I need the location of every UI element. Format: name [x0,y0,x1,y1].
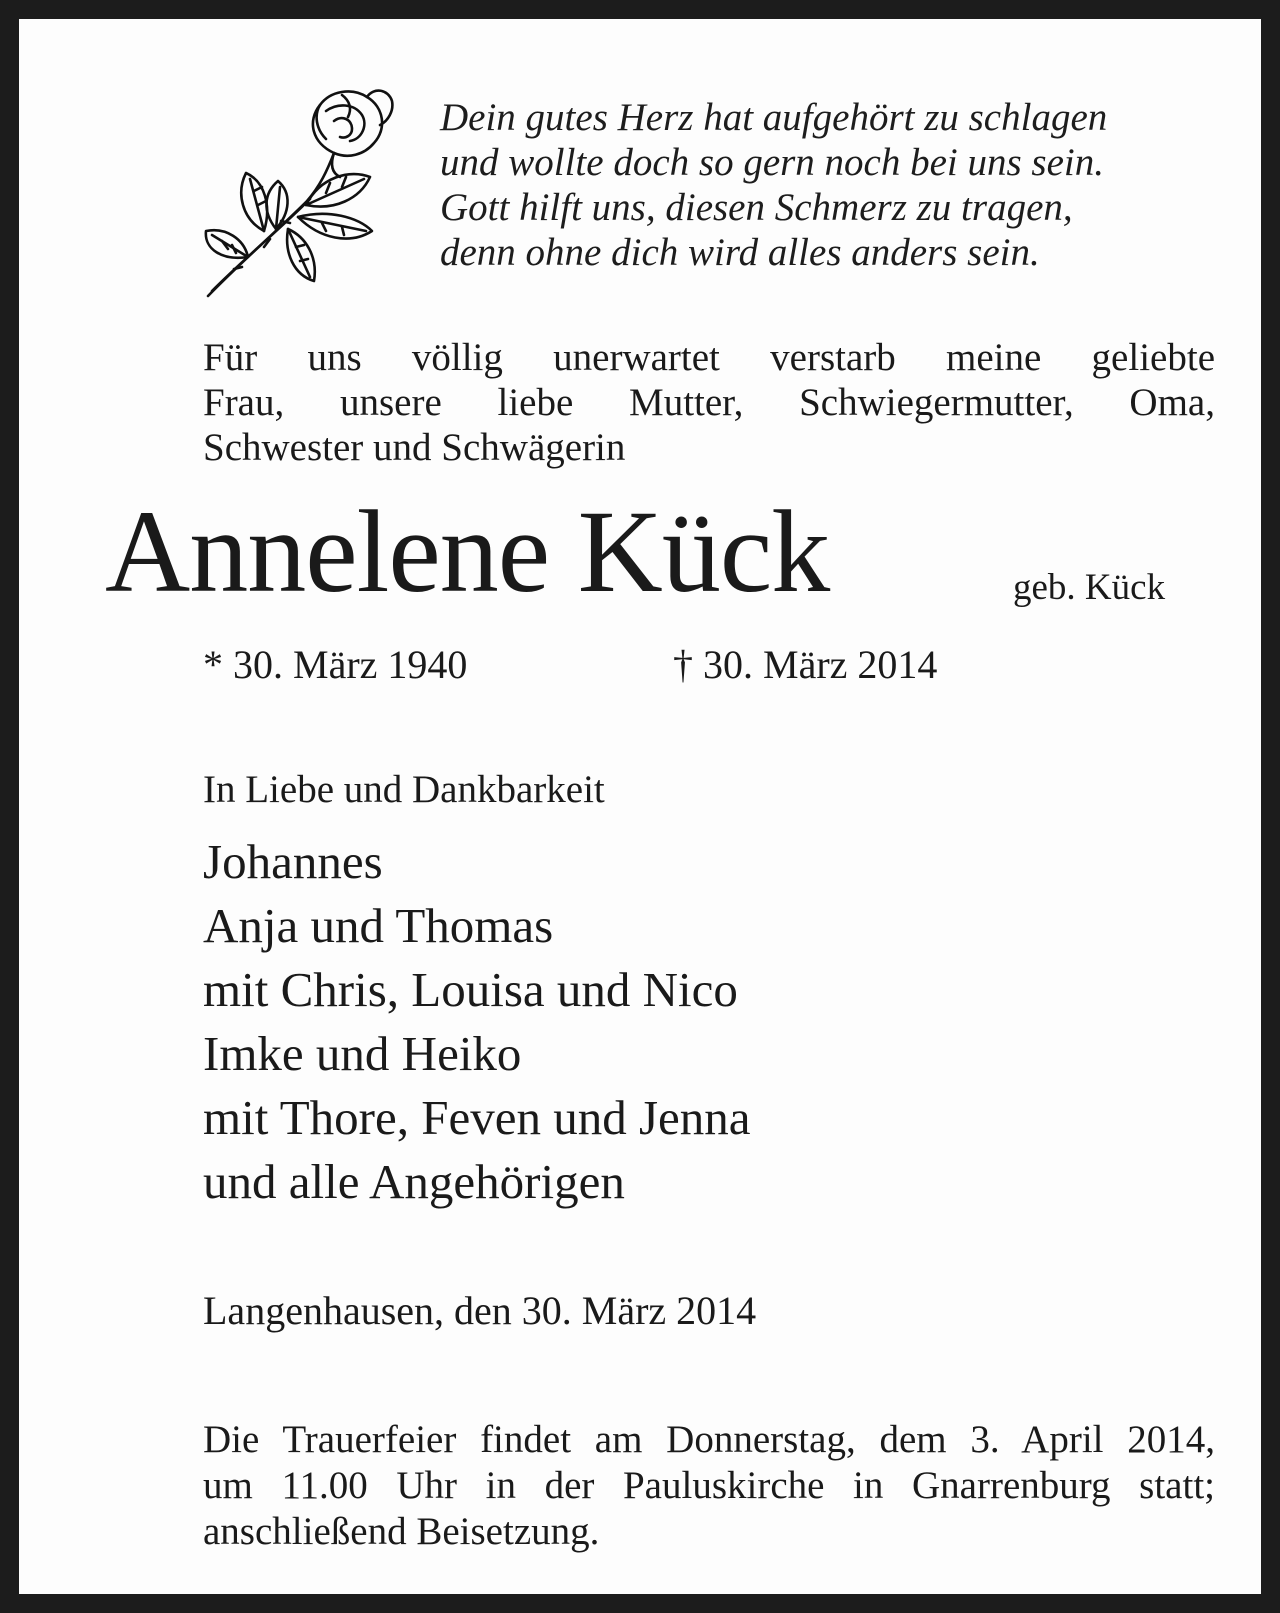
intro-line: Schwester und Schwägerin [203,426,626,469]
family-member: Anja und Thomas [203,898,554,953]
maiden-name: geb. Kück [1013,567,1166,608]
family-member: mit Chris, Louisa und Nico [203,962,738,1017]
family-list [203,830,751,1214]
service-line: anschließend Beisetzung. [203,1510,600,1553]
family-member: mit Thore, Feven und Jenna [203,1090,751,1145]
rose-icon [202,81,412,301]
death-date: † 30. März 2014 [673,642,938,687]
place-date: Langenhausen, den 30. März 2014 [203,1288,757,1333]
poem-line: und wollte doch so gern noch bei uns sein. [440,141,1105,184]
poem-line: Dein gutes Herz hat aufgehört zu schlagen [440,96,1108,139]
poem-line: denn ohne dich wird alles anders sein. [440,231,1040,274]
family-member: Imke und Heiko [203,1026,522,1081]
service-line: Die Trauerfeier findet am Donnerstag, dem 3. April 2014, [203,1418,1215,1461]
service-line: um 11.00 Uhr in der Pauluskirche in Gnarrenburg statt; [203,1464,1215,1507]
birth-date: * 30. März 1940 [203,642,468,687]
poem [440,95,1220,275]
poem-line: Gott hilft uns, diesen Schmerz zu tragen, [440,186,1073,229]
intro-line: Für uns völlig unerwartet verstarb meine geliebte [203,336,1215,379]
intro-text [203,335,1215,470]
intro-line: Frau, unsere liebe Mutter, Schwiegermutter, Oma, [203,381,1215,424]
deceased-name: Annelene Kück [105,486,830,617]
family-member: und alle Angehörigen [203,1154,625,1209]
funeral-service-info [203,1417,1215,1555]
thanks-line: In Liebe und Dankbarkeit [203,768,605,811]
family-member: Johannes [203,834,383,889]
